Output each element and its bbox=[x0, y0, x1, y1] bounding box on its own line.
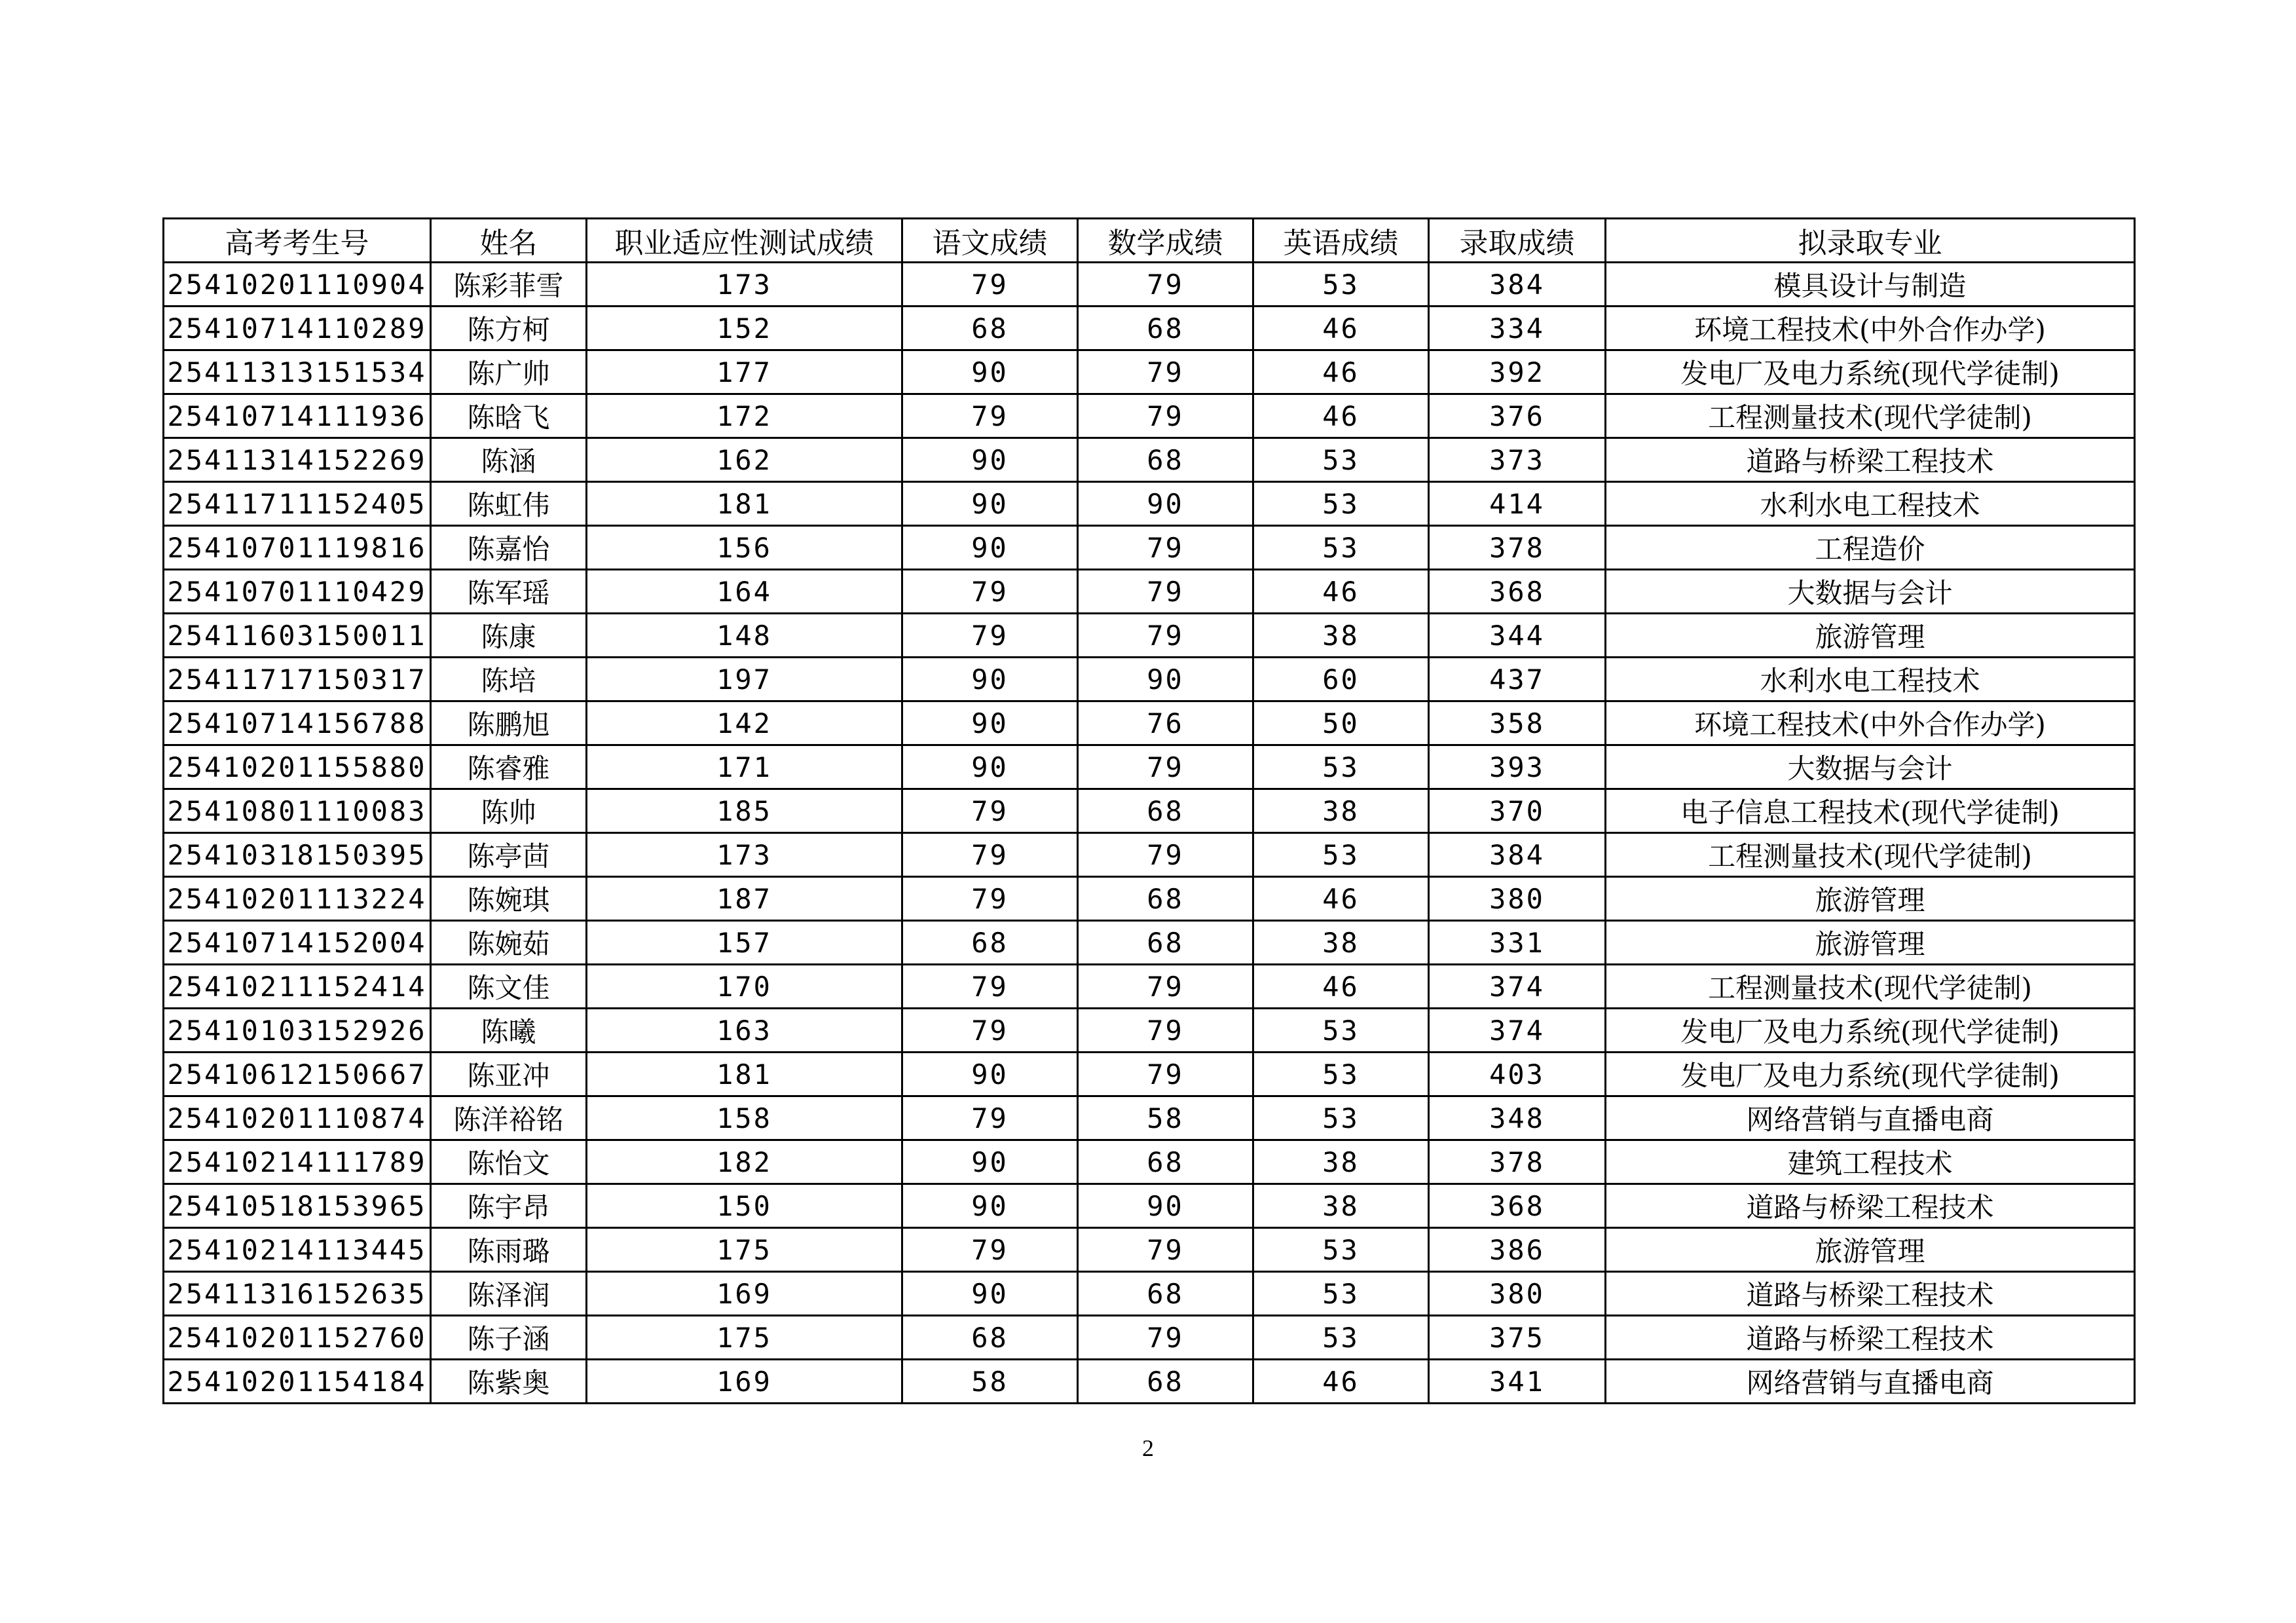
cell-exam-number: 25410518153965 bbox=[164, 1184, 431, 1228]
table-row bbox=[164, 307, 2135, 350]
table-body bbox=[164, 263, 2135, 1404]
cell-aptitude-score: 177 bbox=[587, 350, 902, 394]
cell-aptitude-score: 197 bbox=[587, 658, 902, 701]
cell-name: 陈雨璐 bbox=[431, 1228, 587, 1272]
cell-english-score: 38 bbox=[1253, 1184, 1429, 1228]
cell-english-score: 53 bbox=[1253, 1316, 1429, 1360]
cell-aptitude-score: 181 bbox=[587, 1053, 902, 1096]
cell-name: 陈紫奥 bbox=[431, 1360, 587, 1404]
cell-math-score: 90 bbox=[1078, 1184, 1253, 1228]
cell-english-score: 53 bbox=[1253, 1053, 1429, 1096]
cell-exam-number: 25411313151534 bbox=[164, 350, 431, 394]
cell-english-score: 53 bbox=[1253, 745, 1429, 789]
cell-major: 工程造价 bbox=[1606, 526, 2135, 570]
table-row bbox=[164, 1096, 2135, 1140]
cell-math-score: 79 bbox=[1078, 526, 1253, 570]
cell-math-score: 79 bbox=[1078, 394, 1253, 438]
cell-aptitude-score: 157 bbox=[587, 921, 902, 965]
cell-admission-score: 378 bbox=[1429, 526, 1606, 570]
cell-aptitude-score: 172 bbox=[587, 394, 902, 438]
cell-english-score: 46 bbox=[1253, 307, 1429, 350]
header-major: 拟录取专业 bbox=[1606, 219, 2135, 263]
cell-name: 陈方柯 bbox=[431, 307, 587, 350]
cell-english-score: 53 bbox=[1253, 1096, 1429, 1140]
cell-chinese-score: 90 bbox=[902, 1272, 1078, 1316]
cell-english-score: 46 bbox=[1253, 394, 1429, 438]
cell-exam-number: 25410201110874 bbox=[164, 1096, 431, 1140]
cell-admission-score: 376 bbox=[1429, 394, 1606, 438]
cell-english-score: 38 bbox=[1253, 789, 1429, 833]
table-row bbox=[164, 1140, 2135, 1184]
cell-english-score: 46 bbox=[1253, 350, 1429, 394]
cell-name: 陈培 bbox=[431, 658, 587, 701]
cell-chinese-score: 79 bbox=[902, 263, 1078, 307]
cell-math-score: 79 bbox=[1078, 570, 1253, 614]
cell-aptitude-score: 175 bbox=[587, 1316, 902, 1360]
cell-admission-score: 374 bbox=[1429, 1009, 1606, 1053]
cell-aptitude-score: 185 bbox=[587, 789, 902, 833]
cell-exam-number: 25410701119816 bbox=[164, 526, 431, 570]
cell-name: 陈亚冲 bbox=[431, 1053, 587, 1096]
cell-admission-score: 334 bbox=[1429, 307, 1606, 350]
cell-major: 网络营销与直播电商 bbox=[1606, 1360, 2135, 1404]
cell-math-score: 68 bbox=[1078, 1272, 1253, 1316]
cell-admission-score: 380 bbox=[1429, 1272, 1606, 1316]
cell-name: 陈婉琪 bbox=[431, 877, 587, 921]
cell-chinese-score: 90 bbox=[902, 701, 1078, 745]
cell-name: 陈军瑶 bbox=[431, 570, 587, 614]
cell-aptitude-score: 175 bbox=[587, 1228, 902, 1272]
cell-english-score: 46 bbox=[1253, 965, 1429, 1009]
table-row bbox=[164, 350, 2135, 394]
cell-english-score: 46 bbox=[1253, 877, 1429, 921]
cell-aptitude-score: 169 bbox=[587, 1272, 902, 1316]
cell-admission-score: 393 bbox=[1429, 745, 1606, 789]
header-aptitude-score: 职业适应性测试成绩 bbox=[587, 219, 902, 263]
cell-admission-score: 437 bbox=[1429, 658, 1606, 701]
cell-aptitude-score: 169 bbox=[587, 1360, 902, 1404]
cell-admission-score: 368 bbox=[1429, 570, 1606, 614]
cell-exam-number: 25410714110289 bbox=[164, 307, 431, 350]
cell-aptitude-score: 187 bbox=[587, 877, 902, 921]
cell-chinese-score: 90 bbox=[902, 658, 1078, 701]
cell-aptitude-score: 164 bbox=[587, 570, 902, 614]
cell-admission-score: 368 bbox=[1429, 1184, 1606, 1228]
cell-exam-number: 25410714111936 bbox=[164, 394, 431, 438]
cell-admission-score: 373 bbox=[1429, 438, 1606, 482]
table-row bbox=[164, 965, 2135, 1009]
cell-english-score: 53 bbox=[1253, 263, 1429, 307]
cell-math-score: 68 bbox=[1078, 921, 1253, 965]
cell-chinese-score: 90 bbox=[902, 1053, 1078, 1096]
cell-aptitude-score: 170 bbox=[587, 965, 902, 1009]
cell-exam-number: 25410714152004 bbox=[164, 921, 431, 965]
cell-english-score: 38 bbox=[1253, 921, 1429, 965]
cell-chinese-score: 79 bbox=[902, 789, 1078, 833]
cell-chinese-score: 68 bbox=[902, 921, 1078, 965]
cell-english-score: 53 bbox=[1253, 482, 1429, 526]
cell-major: 水利水电工程技术 bbox=[1606, 658, 2135, 701]
cell-admission-score: 384 bbox=[1429, 833, 1606, 877]
cell-exam-number: 25410201110904 bbox=[164, 263, 431, 307]
table-row bbox=[164, 1272, 2135, 1316]
cell-major: 发电厂及电力系统(现代学徒制) bbox=[1606, 1009, 2135, 1053]
cell-exam-number: 25410201155880 bbox=[164, 745, 431, 789]
cell-aptitude-score: 163 bbox=[587, 1009, 902, 1053]
cell-english-score: 50 bbox=[1253, 701, 1429, 745]
cell-major: 道路与桥梁工程技术 bbox=[1606, 1272, 2135, 1316]
table-row bbox=[164, 745, 2135, 789]
cell-chinese-score: 90 bbox=[902, 350, 1078, 394]
cell-math-score: 79 bbox=[1078, 263, 1253, 307]
table-row bbox=[164, 1009, 2135, 1053]
cell-aptitude-score: 173 bbox=[587, 833, 902, 877]
cell-major: 大数据与会计 bbox=[1606, 570, 2135, 614]
header-math-score: 数学成绩 bbox=[1078, 219, 1253, 263]
cell-exam-number: 25410318150395 bbox=[164, 833, 431, 877]
cell-math-score: 68 bbox=[1078, 1360, 1253, 1404]
cell-major: 旅游管理 bbox=[1606, 614, 2135, 658]
cell-chinese-score: 58 bbox=[902, 1360, 1078, 1404]
cell-aptitude-score: 173 bbox=[587, 263, 902, 307]
cell-exam-number: 25410714156788 bbox=[164, 701, 431, 745]
cell-major: 环境工程技术(中外合作办学) bbox=[1606, 701, 2135, 745]
cell-aptitude-score: 171 bbox=[587, 745, 902, 789]
cell-name: 陈广帅 bbox=[431, 350, 587, 394]
cell-math-score: 79 bbox=[1078, 1053, 1253, 1096]
table-row bbox=[164, 1316, 2135, 1360]
cell-major: 工程测量技术(现代学徒制) bbox=[1606, 833, 2135, 877]
cell-aptitude-score: 156 bbox=[587, 526, 902, 570]
cell-admission-score: 358 bbox=[1429, 701, 1606, 745]
cell-math-score: 79 bbox=[1078, 1009, 1253, 1053]
cell-name: 陈文佳 bbox=[431, 965, 587, 1009]
cell-english-score: 53 bbox=[1253, 833, 1429, 877]
cell-admission-score: 344 bbox=[1429, 614, 1606, 658]
cell-chinese-score: 90 bbox=[902, 438, 1078, 482]
cell-chinese-score: 90 bbox=[902, 1184, 1078, 1228]
table-row bbox=[164, 877, 2135, 921]
cell-admission-score: 378 bbox=[1429, 1140, 1606, 1184]
cell-major: 旅游管理 bbox=[1606, 921, 2135, 965]
cell-admission-score: 384 bbox=[1429, 263, 1606, 307]
cell-english-score: 53 bbox=[1253, 1009, 1429, 1053]
admission-table bbox=[162, 217, 2136, 1404]
cell-aptitude-score: 182 bbox=[587, 1140, 902, 1184]
cell-chinese-score: 68 bbox=[902, 307, 1078, 350]
table-row bbox=[164, 1053, 2135, 1096]
cell-chinese-score: 90 bbox=[902, 1140, 1078, 1184]
cell-major: 模具设计与制造 bbox=[1606, 263, 2135, 307]
cell-admission-score: 374 bbox=[1429, 965, 1606, 1009]
table-row bbox=[164, 394, 2135, 438]
cell-chinese-score: 79 bbox=[902, 877, 1078, 921]
cell-exam-number: 25410801110083 bbox=[164, 789, 431, 833]
cell-major: 旅游管理 bbox=[1606, 877, 2135, 921]
cell-name: 陈康 bbox=[431, 614, 587, 658]
cell-name: 陈虹伟 bbox=[431, 482, 587, 526]
cell-chinese-score: 79 bbox=[902, 1228, 1078, 1272]
cell-major: 电子信息工程技术(现代学徒制) bbox=[1606, 789, 2135, 833]
cell-name: 陈嘉怡 bbox=[431, 526, 587, 570]
cell-admission-score: 380 bbox=[1429, 877, 1606, 921]
cell-english-score: 53 bbox=[1253, 1272, 1429, 1316]
cell-major: 道路与桥梁工程技术 bbox=[1606, 438, 2135, 482]
cell-admission-score: 331 bbox=[1429, 921, 1606, 965]
cell-chinese-score: 90 bbox=[902, 482, 1078, 526]
cell-name: 陈彩菲雪 bbox=[431, 263, 587, 307]
cell-chinese-score: 79 bbox=[902, 570, 1078, 614]
cell-major: 工程测量技术(现代学徒制) bbox=[1606, 394, 2135, 438]
cell-admission-score: 386 bbox=[1429, 1228, 1606, 1272]
table-row bbox=[164, 1184, 2135, 1228]
cell-math-score: 79 bbox=[1078, 965, 1253, 1009]
table-row bbox=[164, 614, 2135, 658]
cell-aptitude-score: 150 bbox=[587, 1184, 902, 1228]
cell-aptitude-score: 142 bbox=[587, 701, 902, 745]
cell-aptitude-score: 181 bbox=[587, 482, 902, 526]
table-header-row bbox=[164, 219, 2135, 263]
cell-exam-number: 25410103152926 bbox=[164, 1009, 431, 1053]
table-row bbox=[164, 482, 2135, 526]
cell-aptitude-score: 152 bbox=[587, 307, 902, 350]
cell-exam-number: 25411603150011 bbox=[164, 614, 431, 658]
cell-math-score: 68 bbox=[1078, 789, 1253, 833]
header-english-score: 英语成绩 bbox=[1253, 219, 1429, 263]
cell-name: 陈涵 bbox=[431, 438, 587, 482]
cell-math-score: 68 bbox=[1078, 877, 1253, 921]
cell-math-score: 58 bbox=[1078, 1096, 1253, 1140]
cell-exam-number: 25411717150317 bbox=[164, 658, 431, 701]
cell-name: 陈帅 bbox=[431, 789, 587, 833]
cell-math-score: 79 bbox=[1078, 833, 1253, 877]
table-row bbox=[164, 701, 2135, 745]
page-number: 2 bbox=[1142, 1435, 1154, 1461]
cell-chinese-score: 90 bbox=[902, 526, 1078, 570]
cell-english-score: 60 bbox=[1253, 658, 1429, 701]
cell-major: 大数据与会计 bbox=[1606, 745, 2135, 789]
cell-major: 水利水电工程技术 bbox=[1606, 482, 2135, 526]
cell-exam-number: 25411711152405 bbox=[164, 482, 431, 526]
cell-english-score: 38 bbox=[1253, 614, 1429, 658]
cell-chinese-score: 79 bbox=[902, 965, 1078, 1009]
cell-chinese-score: 68 bbox=[902, 1316, 1078, 1360]
cell-admission-score: 414 bbox=[1429, 482, 1606, 526]
table-row bbox=[164, 658, 2135, 701]
table-row bbox=[164, 438, 2135, 482]
cell-admission-score: 403 bbox=[1429, 1053, 1606, 1096]
cell-major: 发电厂及电力系统(现代学徒制) bbox=[1606, 350, 2135, 394]
cell-math-score: 76 bbox=[1078, 701, 1253, 745]
cell-name: 陈洋裕铭 bbox=[431, 1096, 587, 1140]
cell-math-score: 68 bbox=[1078, 438, 1253, 482]
cell-english-score: 53 bbox=[1253, 438, 1429, 482]
cell-math-score: 79 bbox=[1078, 350, 1253, 394]
cell-math-score: 79 bbox=[1078, 745, 1253, 789]
cell-chinese-score: 79 bbox=[902, 833, 1078, 877]
cell-math-score: 79 bbox=[1078, 1228, 1253, 1272]
cell-math-score: 90 bbox=[1078, 482, 1253, 526]
header-exam-number: 高考考生号 bbox=[164, 219, 431, 263]
cell-name: 陈亭茴 bbox=[431, 833, 587, 877]
cell-math-score: 68 bbox=[1078, 1140, 1253, 1184]
cell-exam-number: 25410612150667 bbox=[164, 1053, 431, 1096]
cell-chinese-score: 79 bbox=[902, 394, 1078, 438]
header-name: 姓名 bbox=[431, 219, 587, 263]
cell-major: 道路与桥梁工程技术 bbox=[1606, 1184, 2135, 1228]
table-row bbox=[164, 921, 2135, 965]
cell-name: 陈婉茹 bbox=[431, 921, 587, 965]
cell-name: 陈鹏旭 bbox=[431, 701, 587, 745]
cell-admission-score: 375 bbox=[1429, 1316, 1606, 1360]
cell-name: 陈怡文 bbox=[431, 1140, 587, 1184]
cell-exam-number: 25410201113224 bbox=[164, 877, 431, 921]
cell-exam-number: 25411314152269 bbox=[164, 438, 431, 482]
cell-major: 网络营销与直播电商 bbox=[1606, 1096, 2135, 1140]
table-row bbox=[164, 789, 2135, 833]
cell-admission-score: 348 bbox=[1429, 1096, 1606, 1140]
cell-exam-number: 25410211152414 bbox=[164, 965, 431, 1009]
cell-name: 陈宇昂 bbox=[431, 1184, 587, 1228]
cell-aptitude-score: 158 bbox=[587, 1096, 902, 1140]
cell-major: 道路与桥梁工程技术 bbox=[1606, 1316, 2135, 1360]
cell-exam-number: 25410214113445 bbox=[164, 1228, 431, 1272]
cell-english-score: 53 bbox=[1253, 526, 1429, 570]
table-row bbox=[164, 526, 2135, 570]
cell-exam-number: 25410201152760 bbox=[164, 1316, 431, 1360]
cell-admission-score: 341 bbox=[1429, 1360, 1606, 1404]
cell-admission-score: 392 bbox=[1429, 350, 1606, 394]
cell-exam-number: 25410701110429 bbox=[164, 570, 431, 614]
cell-math-score: 90 bbox=[1078, 658, 1253, 701]
cell-chinese-score: 79 bbox=[902, 1096, 1078, 1140]
cell-major: 建筑工程技术 bbox=[1606, 1140, 2135, 1184]
table-row bbox=[164, 1228, 2135, 1272]
table-row bbox=[164, 1360, 2135, 1404]
cell-name: 陈晗飞 bbox=[431, 394, 587, 438]
cell-chinese-score: 79 bbox=[902, 614, 1078, 658]
header-chinese-score: 语文成绩 bbox=[902, 219, 1078, 263]
cell-name: 陈睿雅 bbox=[431, 745, 587, 789]
cell-name: 陈泽润 bbox=[431, 1272, 587, 1316]
cell-admission-score: 370 bbox=[1429, 789, 1606, 833]
cell-math-score: 79 bbox=[1078, 1316, 1253, 1360]
cell-major: 工程测量技术(现代学徒制) bbox=[1606, 965, 2135, 1009]
cell-exam-number: 25411316152635 bbox=[164, 1272, 431, 1316]
cell-english-score: 53 bbox=[1253, 1228, 1429, 1272]
cell-name: 陈曦 bbox=[431, 1009, 587, 1053]
cell-english-score: 38 bbox=[1253, 1140, 1429, 1184]
cell-chinese-score: 79 bbox=[902, 1009, 1078, 1053]
header-admission-score: 录取成绩 bbox=[1429, 219, 1606, 263]
table-row bbox=[164, 833, 2135, 877]
cell-major: 旅游管理 bbox=[1606, 1228, 2135, 1272]
cell-english-score: 46 bbox=[1253, 1360, 1429, 1404]
cell-math-score: 68 bbox=[1078, 307, 1253, 350]
cell-aptitude-score: 148 bbox=[587, 614, 902, 658]
cell-exam-number: 25410214111789 bbox=[164, 1140, 431, 1184]
cell-chinese-score: 90 bbox=[902, 745, 1078, 789]
cell-math-score: 79 bbox=[1078, 614, 1253, 658]
cell-exam-number: 25410201154184 bbox=[164, 1360, 431, 1404]
cell-major: 发电厂及电力系统(现代学徒制) bbox=[1606, 1053, 2135, 1096]
cell-major: 环境工程技术(中外合作办学) bbox=[1606, 307, 2135, 350]
table-row bbox=[164, 263, 2135, 307]
cell-english-score: 46 bbox=[1253, 570, 1429, 614]
table-row bbox=[164, 570, 2135, 614]
cell-aptitude-score: 162 bbox=[587, 438, 902, 482]
cell-name: 陈子涵 bbox=[431, 1316, 587, 1360]
